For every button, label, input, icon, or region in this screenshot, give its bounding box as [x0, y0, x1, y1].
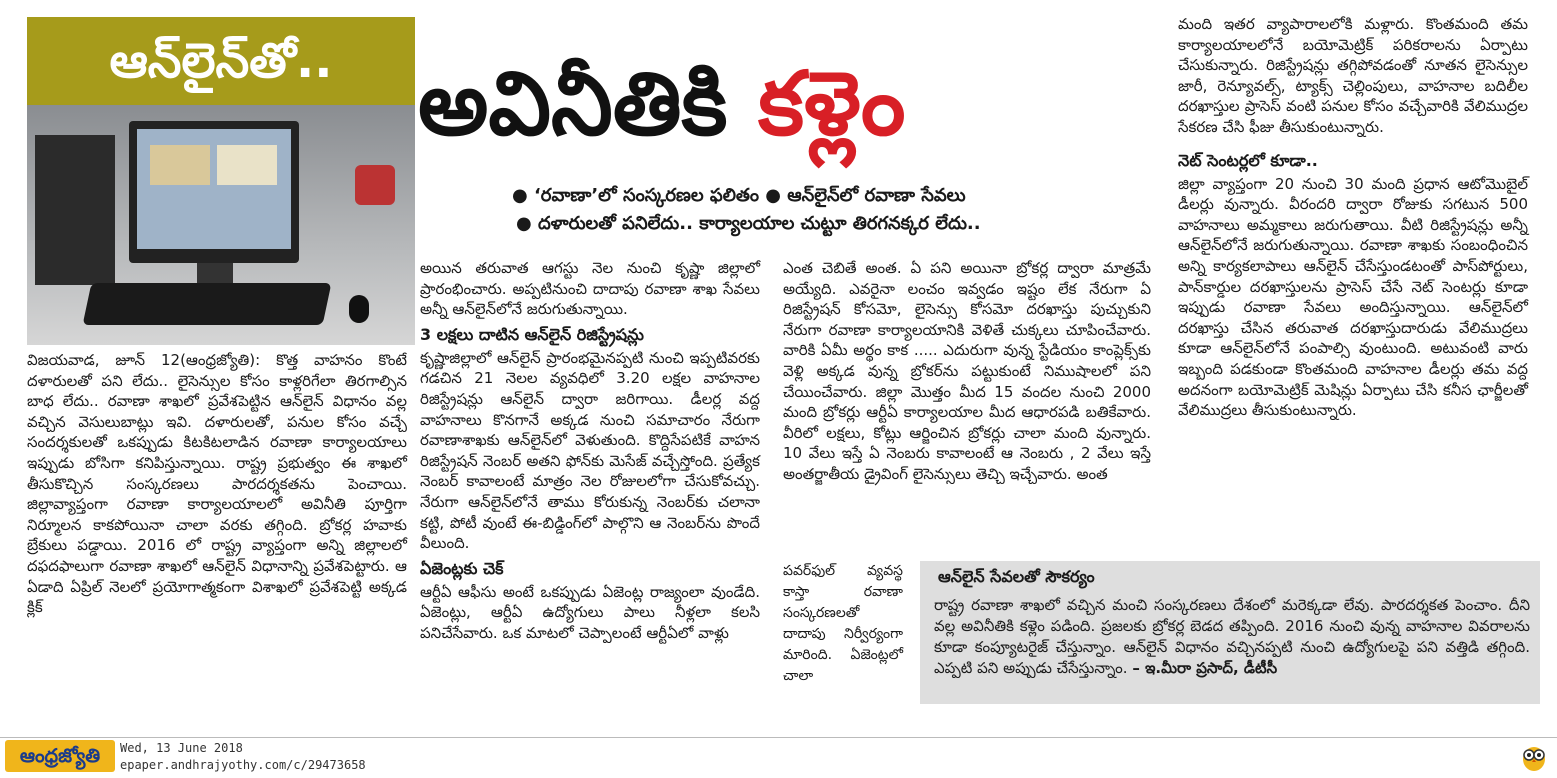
quote-box [920, 561, 1540, 704]
footer-meta [120, 740, 366, 774]
headline-part2: కళ్లెం [758, 52, 906, 155]
column-2-para-2: ఆర్టీఏ ఆఫీసు అంటే ఒకప్పుడు ఏజెంట్ల రాజ్యంలా వుండేది. ఏజెంట్లు, ఆర్టీఏ ఉద్యోగులు పాలు నీళ్లలా కలసి పనిచేసేవారు. ఒక మాటలో చెప్పాలంటే ఆర్టీఏలో వాళ్లు [420, 582, 760, 642]
edition-date: Wed, 13 June 2018 [120, 741, 243, 755]
column-4-para-1: మంది ఇతర వ్యాపారాలలోకి మళ్లారు. కొంతమంది తమ కార్యాలయాలలోనే బయోమెట్రిక్ పరికరాలను ఏర్పాటు చేసుకున్నారు. రిజిస్ట్రేషన్లు తగ్గిపోవడంతో నూతన లైసెన్సుల జారీ, రెన్యూవల్స్, ట్యాక్స్ చెల్లింపులు, వాహనాల బదిలీల దరఖాస్తుల ప్రాసెస్ వంటి పనుల కోసం వచ్చేవారికి వేలిముద్రల సేకరణ చేసి ఫీజు తీసుకుంటున్నారు. [1178, 15, 1528, 136]
headline-part1: అవినీతికి [418, 52, 728, 155]
quote-signature: – ఇ.మీరా ప్రసాద్, డీటీసీ [1132, 659, 1278, 677]
article-column-3 [783, 258, 1151, 485]
article-column-1 [27, 350, 407, 618]
article-column-2 [420, 258, 760, 644]
column-3-tail: పవర్‌ఫుల్ వ్యవస్థ కాస్తా రవాణా సంస్కరణలతో దాదాపు నిర్వీర్యంగా మారింది. ఏజెంట్లలో చాలా [783, 563, 903, 684]
quote-box-body [934, 595, 1530, 679]
subheading-registrations: 3 లక్షలు దాటిన ఆన్‌లైన్ రిజిస్ట్రేషన్లు [420, 324, 644, 344]
column-2-para-1: కృష్ణాజిల్లాలో ఆన్‌లైన్ ప్రారంభమైనప్పటి నుంచి ఇప్పటివరకు గడచిన 21 నెలల వ్యవధిలో 3.20 లక్షల వాహనాల రిజిస్ట్రేషన్లు ఆన్‌లైన్ ద్వారా జరిగాయి. డీలర్ల వద్ద వాహనాలు కొనగానే అక్కడ నుంచి సమాచారం నేరుగా రవాణాశాఖకు ఆన్‌లైన్‌లో వెళుతుంది. కొద్దిసేపటికే వాహన రిజిస్ట్రేషన్ నెంబర్ అతని ఫోన్‌కు మెసేజ్ వచ్చేస్తోంది. ప్రత్యేక నెంబర్ కావాలంటే మాత్రం నెల రోజులలోగా చేసుకోవచ్చు. నేరుగా ఆన్‌లైన్‌లోనే తాము కోరుకున్న నెంబర్‌కు చలానా కట్టి, పోటీ వుంటే ఈ-బిడ్డింగ్‌లో పాల్గొని ఆ నెంబర్‌ను పొందే వీలుంది. [420, 348, 760, 553]
article-column-4 [1178, 14, 1528, 421]
andhrajyothy-logo[interactable]: ఆంధ్రజ్యోతి [5, 740, 115, 772]
subheading-agents: ఏజెంట్లకు చెక్ [420, 558, 504, 578]
article-column-3-continued [783, 561, 903, 687]
quote-box-title: ఆన్‌లైన్ సేవలతో సౌకర్యం [938, 567, 1095, 586]
column-3-text: ఎంత చెబితే అంత. ఏ పని అయినా బ్రోకర్ల ద్వారా మాత్రమే అయ్యేది. ఎవరైనా లంచం ఇవ్వడం ఇష్టం లేక నేరుగా ఏ రిజిస్ట్రేషన్ కోసమో, లైసెన్సు కోసమో దరఖాస్తు పుచ్చుకుని నేరుగా రవాణా కార్యాలయానికి వెళితే చుక్కలు చూపించేవారు. వారికి ఏమీ అర్థం కాక ..... ఎదురుగా వున్న స్టేడియం కాంప్లెక్స్‌కు వెళ్లి అక్కడ వున్న బ్రోకర్‌ను పట్టుకుంటే నిముషాలలో పని చేయించేవారు. జిల్లా మొత్తం మీద 15 వందల నుంచి 2000 మంది బ్రోకర్లు ఆర్టీఏ కార్యాలయాల మీద ఆధారపడి బతికేవారు. వీరిలో లక్షలు, కోట్లు ఆర్జించిన బ్రోకర్లు చాలా మంది వున్నారు. 10 వేలు ఇస్తే ఏ నెంబరు కావాలంటే ఆ నెంబరు , 2 వేలు ఇస్తే అంతర్జాతీయ డ్రైవింగ్ లైసెన్సులు తెచ్చి ఇచ్చేవారు. అంత [783, 259, 1151, 483]
news-photo [27, 105, 415, 345]
column-2-intro: అయిన తరువాత ఆగస్టు నెల నుంచి కృష్ణా జిల్లాలో ప్రారంభించారు. అప్పటినుంచి దాదాపు రవాణా శాఖ సేవలు అన్నీ ఆన్‌లైన్‌లోనే జరుగుతున్నాయి. [420, 259, 760, 319]
highlight-line-1: ● ‘రవాణా’లో సంస్కరణల ఫలితం ● ఆన్‌లైన్‌లో రవాణా సేవలు [512, 185, 966, 206]
highlights [512, 182, 1162, 238]
owl-icon[interactable] [1520, 742, 1548, 772]
epaper-link[interactable]: epaper.andhrajyothy.com/c/29473658 [120, 758, 366, 772]
quote-text: రాష్ట్ర రవాణా శాఖలో వచ్చిన మంచి సంస్కరణలు దేశంలో మరెక్కడా లేవు. పారదర్శకత పెంచాం. దీని వల్ల అవినీతికి కళ్లెం పడింది. ప్రజలకు బ్రోకర్ల బెడద తప్పింది. 2016 నుంచి వున్న వాహనాల వివరాలను కూడా కంప్యూటరైజ్ చేస్తున్నాం. ఆన్‌లైన్ విధానం వచ్చినప్పటి నుంచి ఉద్యోగులపై పని వత్తిడి తగ్గింది. ఎప్పటి పని అప్పుడు చేసేస్తున్నాం. [934, 596, 1530, 677]
footer-divider [0, 737, 1557, 738]
subheading-net-centers: నెట్ సెంటర్లలో కూడా.. [1178, 150, 1318, 170]
section-tag: ఆన్‌లైన్‌తో.. [27, 17, 415, 105]
highlight-line-2: ● దళారులతో పనిలేదు.. కార్యాలయాల చుట్టూ తిరగనక్కర లేదు.. [516, 213, 981, 234]
column-1-text: విజయవాడ, జూన్ 12(ఆంధ్రజ్యోతి): కొత్త వాహనం కొంటే దళారులతో పని లేదు.. లైసెన్సుల కోసం కాళ్లరిగేలా తిరగాల్సిన బాధ లేదు.. రవాణా శాఖలో ప్రవేశపెట్టిన ఆన్‌లైన్ విధానం వల్ల వచ్చిన వెసులుబాట్లు ఇవి. దళారులతో, పనుల కోసం వచ్చే సందర్శకులతో ఒకప్పుడు కిటకిటలాడిన రవాణా కార్యాలయాలు ఇప్పుడు బోసిగా కనిపిస్తున్నాయి. రాష్ట్ర ప్రభుత్వం ఈ శాఖలో తీసుకొచ్చిన సంస్కరణలు పారదర్శకతను పెంచాయి. జిల్లావ్యాప్తంగా రవాణా కార్యాలయాలలో అవినీతి పూర్తిగా నిర్మూలన కాకపోయినా చాలా వరకు తగ్గింది. బ్రోకర్ల హవాకు బ్రేకులు పడ్డాయి. 2016 లో రాష్ట్ర వ్యాప్తంగా అన్ని జిల్లాలలో దఫదఫాలుగా రవాణా శాఖలో ఆన్‌లైన్ విధానాన్ని ప్రవేశపెట్టారు. ఆ ఏడాది ఏప్రిల్ నెలలో ప్రయోగాత్మకంగా విశాఖలో ప్రవేశపెట్టి అక్కడ క్లిక్ [27, 351, 407, 617]
column-4-para-2: జిల్లా వ్యాప్తంగా 20 నుంచి 30 మంది ప్రధాన ఆటోమొబైల్ డీలర్లు వున్నారు. వీరందరి ద్వారా రోజుకు సగటున 500 వాహనాలు అమ్మకాలు జరుగుతాయి. వీటి రిజిస్ట్రేషన్లు అన్నీ ఆన్‌లైన్‌లోనే జరుగుతున్నాయి. రవాణా శాఖకు సంబంధించిన అన్ని కార్యకలాపాలు ఆన్‌లైన్ చేసేస్తుండటంతో పాస్‌పోర్టులు, పాన్‌కార్డుల దరఖాస్తులను ప్రాసెస్ చేసే నెట్ సెంటర్లు కూడా ఇప్పుడు రవాణా సేవలు అందిస్తున్నాయి. ఆన్‌లైన్‌లో దరఖాస్తు చేసిన తరువాత దరఖాస్తుదారుడు వేలిముద్రలు కూడా ఆన్‌లైన్‌లోనే పంపాల్సి వుంటుంది. అటువంటి వారు ఇబ్బంది పడకుండా కొంతమంది వాహనాల డీలర్లు తమ వద్ద అదనంగా బయోమెట్రిక్ మెషిన్లు ఏర్పాటు చేసి కనీస ఛార్జీలతో వేలిముద్రలు తీసుకుంటున్నారు. [1178, 174, 1528, 420]
headline [418, 44, 1158, 164]
